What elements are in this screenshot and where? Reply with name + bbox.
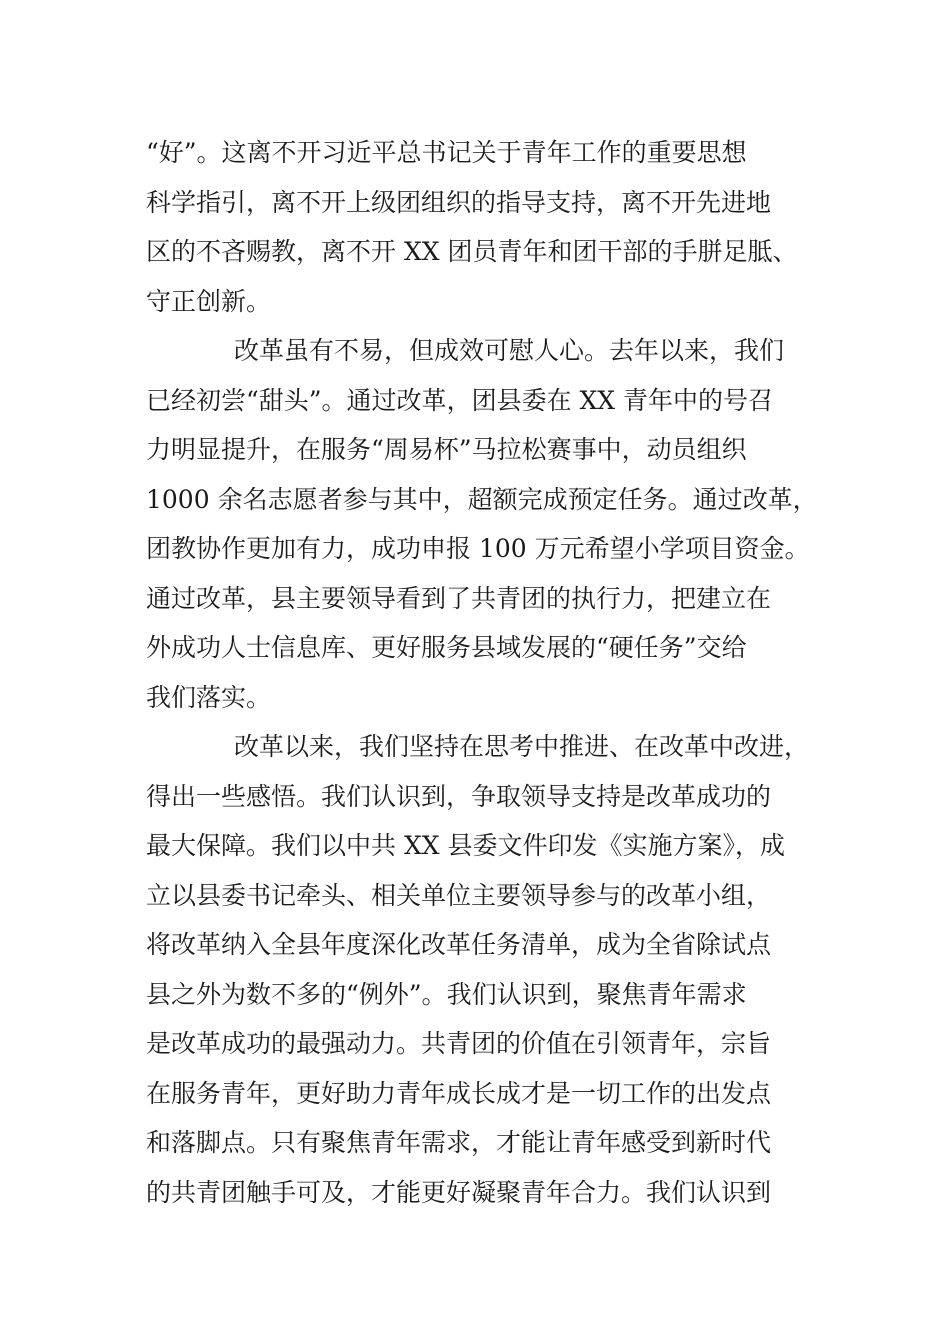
text-line: 是改革成功的最强动力。共青团的价值在引领青年，宗旨 — [146, 1029, 772, 1058]
text-line: 在服务青年，更好助力青年成长成才是一切工作的出发点 — [146, 1078, 772, 1108]
text-line: 守正创新。 — [146, 286, 272, 316]
text-line: 1000 余名志愿者参与其中，超额完成预定任务。通过改革， — [146, 484, 818, 514]
paragraph-1 — [146, 128, 836, 326]
text-line: 改革虽有不易，但成效可慰人心。去年以来，我们 — [234, 336, 785, 365]
text-line: 县之外为数不多的“例外”。我们认识到，聚焦青年需求 — [146, 979, 747, 1009]
text-line: 最大保障。我们以中共 XX 县委文件印发《实施方案》，成 — [146, 831, 785, 860]
text-line: 科学指引，离不开上级团组织的指导支持，离不开先进地 — [146, 187, 772, 217]
paragraph-3 — [146, 722, 836, 1217]
text-line: 得出一些感悟。我们认识到，争取领导支持是改革成功的 — [146, 781, 772, 811]
text-line: 改革以来，我们坚持在思考中推进、在改革中改进， — [234, 732, 810, 761]
text-line: 区的不吝赐教，离不开 XX 团员青年和团干部的手胼足胝、 — [146, 237, 798, 266]
text-line: 和落脚点。只有聚焦青年需求，才能让青年感受到新时代 — [146, 1128, 772, 1157]
text-line: 我们落实。 — [146, 682, 272, 712]
text-line: 外成功人士信息库、更好服务县域发展的“硬任务”交给 — [146, 633, 747, 662]
text-line: “好”。这离不开习近平总书记关于青年工作的重要思想 — [146, 138, 747, 167]
paragraph-2 — [146, 326, 836, 722]
text-line: 将改革纳入全县年度深化改革任务清单，成为全省除试点 — [146, 930, 772, 959]
text-line: 立以县委书记牵头、相关单位主要领导参与的改革小组， — [146, 880, 772, 910]
text-line: 通过改革，县主要领导看到了共青团的执行力，把建立在 — [146, 583, 772, 613]
text-line: 团教协作更加有力，成功申报 100 万元希望小学项目资金。 — [146, 534, 810, 563]
text-line: 力明显提升，在服务“周易杯”马拉松赛事中，动员组织 — [146, 435, 747, 464]
text-line: 的共青团触手可及，才能更好凝聚青年合力。我们认识到 — [146, 1177, 772, 1207]
text-line: 已经初尝“甜头”。通过改革，团县委在 XX 青年中的号召 — [146, 385, 774, 415]
document-body — [146, 128, 836, 1217]
